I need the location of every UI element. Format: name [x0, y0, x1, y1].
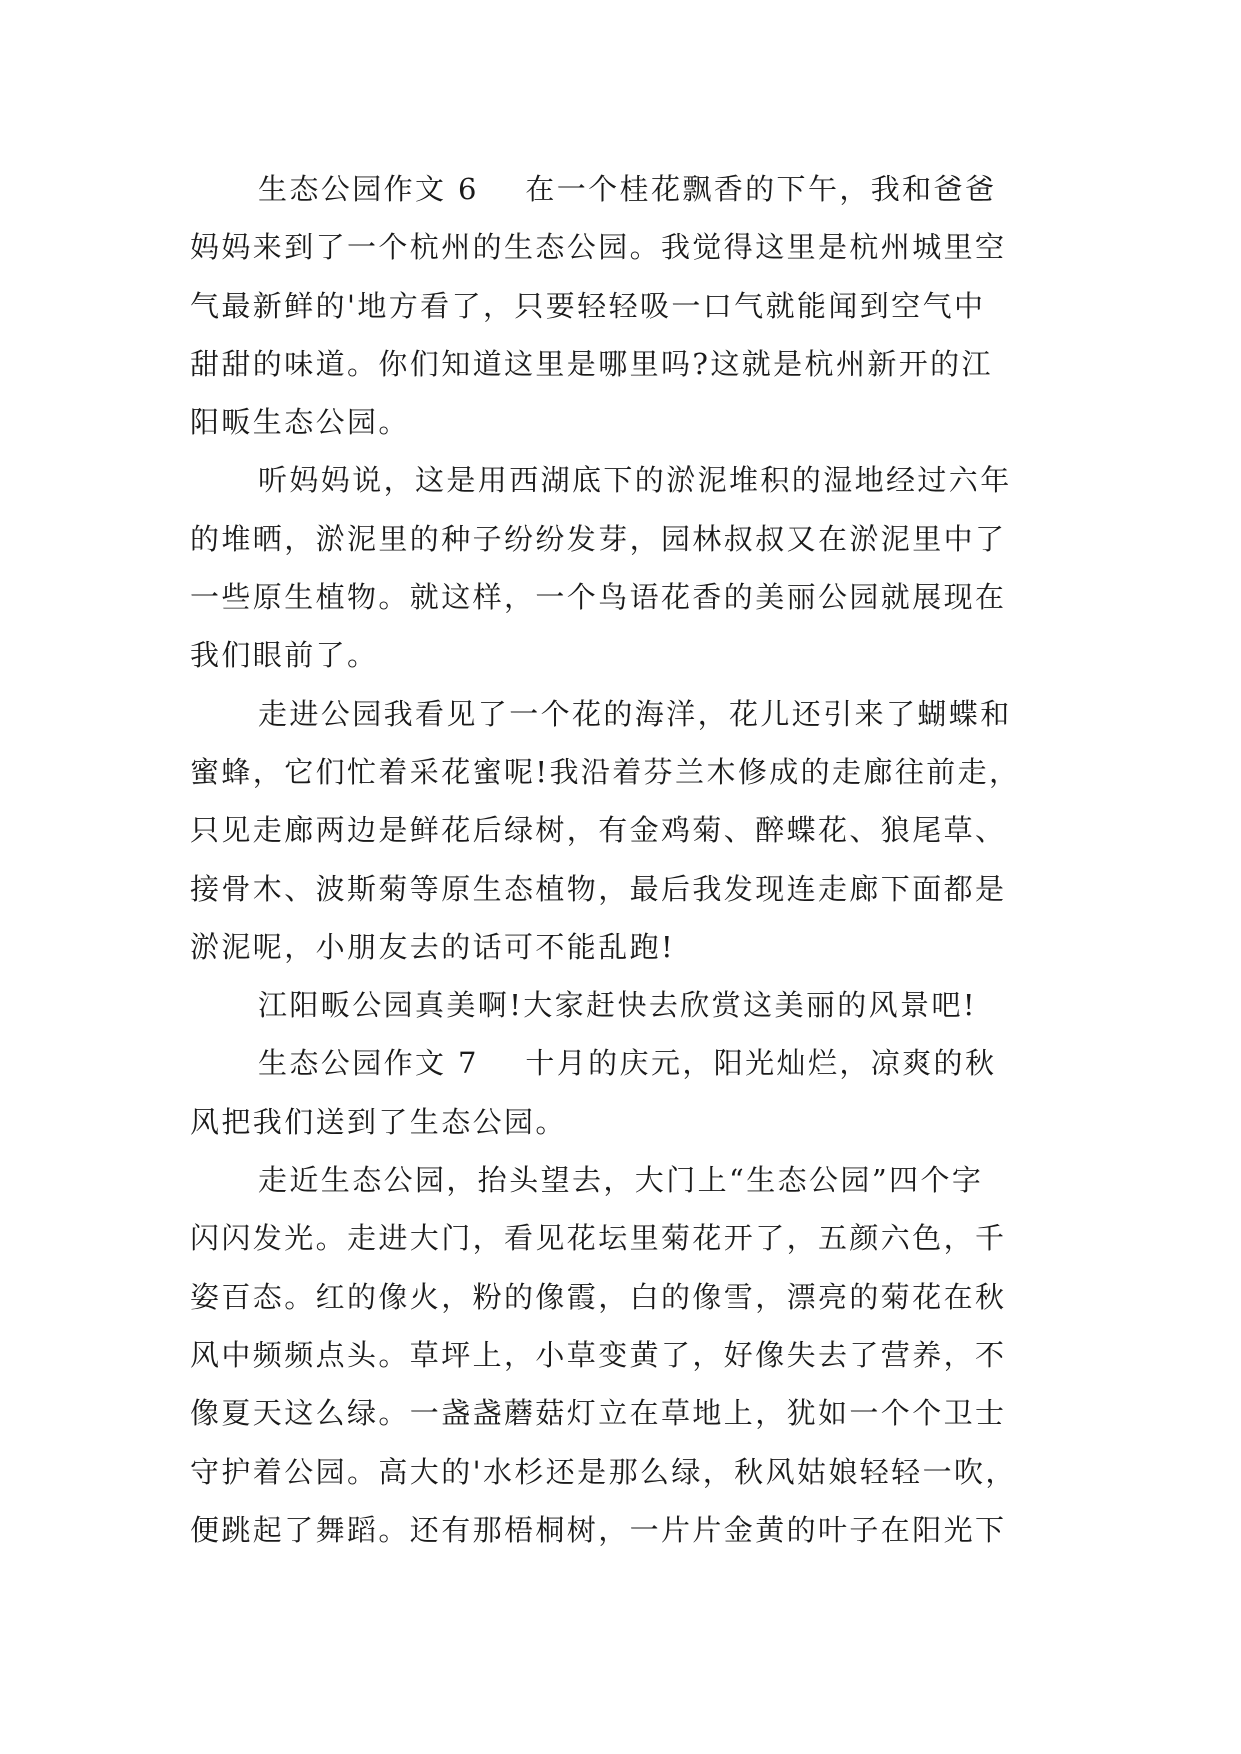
- text-line: 淤泥呢，小朋友去的话可不能乱跑!: [190, 929, 676, 964]
- text-line: 气最新鲜的'地方看了，只要轻轻吸一口气就能闻到空气中: [190, 288, 986, 323]
- text-line: 走近生态公园，抬头望去，大门上“生态公园”四个字: [258, 1163, 984, 1198]
- text-line: 姿百态。红的像火，粉的像霞，白的像雪，漂亮的菊花在秋: [190, 1279, 1007, 1314]
- document-body: [190, 160, 1060, 1559]
- text-line: 风中频频点头。草坪上，小草变黄了，好像失去了营养，不: [190, 1337, 1007, 1372]
- text-line: 甜甜的味道。你们知道这里是哪里吗?这就是杭州新开的江: [190, 346, 993, 381]
- text-line: 一些原生植物。就这样，一个鸟语花香的美丽公园就展现在: [190, 580, 1007, 615]
- text-line: 阳畈生态公园。: [190, 405, 410, 440]
- text-line: 听妈妈说，这是用西湖底下的淤泥堆积的湿地经过六年: [258, 463, 1012, 498]
- text-line: 我们眼前了。: [190, 638, 379, 673]
- text-line: 像夏天这么绿。一盏盏蘑菇灯立在草地上，犹如一个个卫士: [190, 1396, 1007, 1431]
- text-line: 生态公园作文 7 十月的庆元，阳光灿烂，凉爽的秋: [258, 1046, 997, 1081]
- text-line: 妈妈来到了一个杭州的生态公园。我觉得这里是杭州城里空: [190, 230, 1007, 265]
- text-line: 只见走廊两边是鲜花后绿树，有金鸡菊、醉蝶花、狼尾草、: [190, 813, 1007, 848]
- text-line: 便跳起了舞蹈。还有那梧桐树，一片片金黄的叶子在阳光下: [190, 1512, 1007, 1547]
- text-line: 守护着公园。高大的'水杉还是那么绿，秋风姑娘轻轻一吹，: [190, 1454, 1017, 1489]
- text-line: 生态公园作文 6 在一个桂花飘香的下午，我和爸爸: [258, 172, 997, 206]
- text-line: 风把我们送到了生态公园。: [190, 1104, 567, 1139]
- text-line: 走进公园我看见了一个花的海洋，花儿还引来了蝴蝶和: [258, 696, 1012, 731]
- text-line: 闪闪发光。走进大门，看见花坛里菊花开了，五颜六色，千: [190, 1221, 1007, 1256]
- text-line: 蜜蜂，它们忙着采花蜜呢!我沿着芬兰木修成的走廊往前走，: [190, 754, 1021, 789]
- text-line: 接骨木、波斯菊等原生态植物，最后我发现连走廊下面都是: [190, 871, 1007, 906]
- text-line: 江阳畈公园真美啊!大家赶快去欣赏这美丽的风景吧!: [258, 988, 977, 1023]
- text-line: 的堆晒，淤泥里的种子纷纷发芽，园林叔叔又在淤泥里中了: [190, 521, 1007, 556]
